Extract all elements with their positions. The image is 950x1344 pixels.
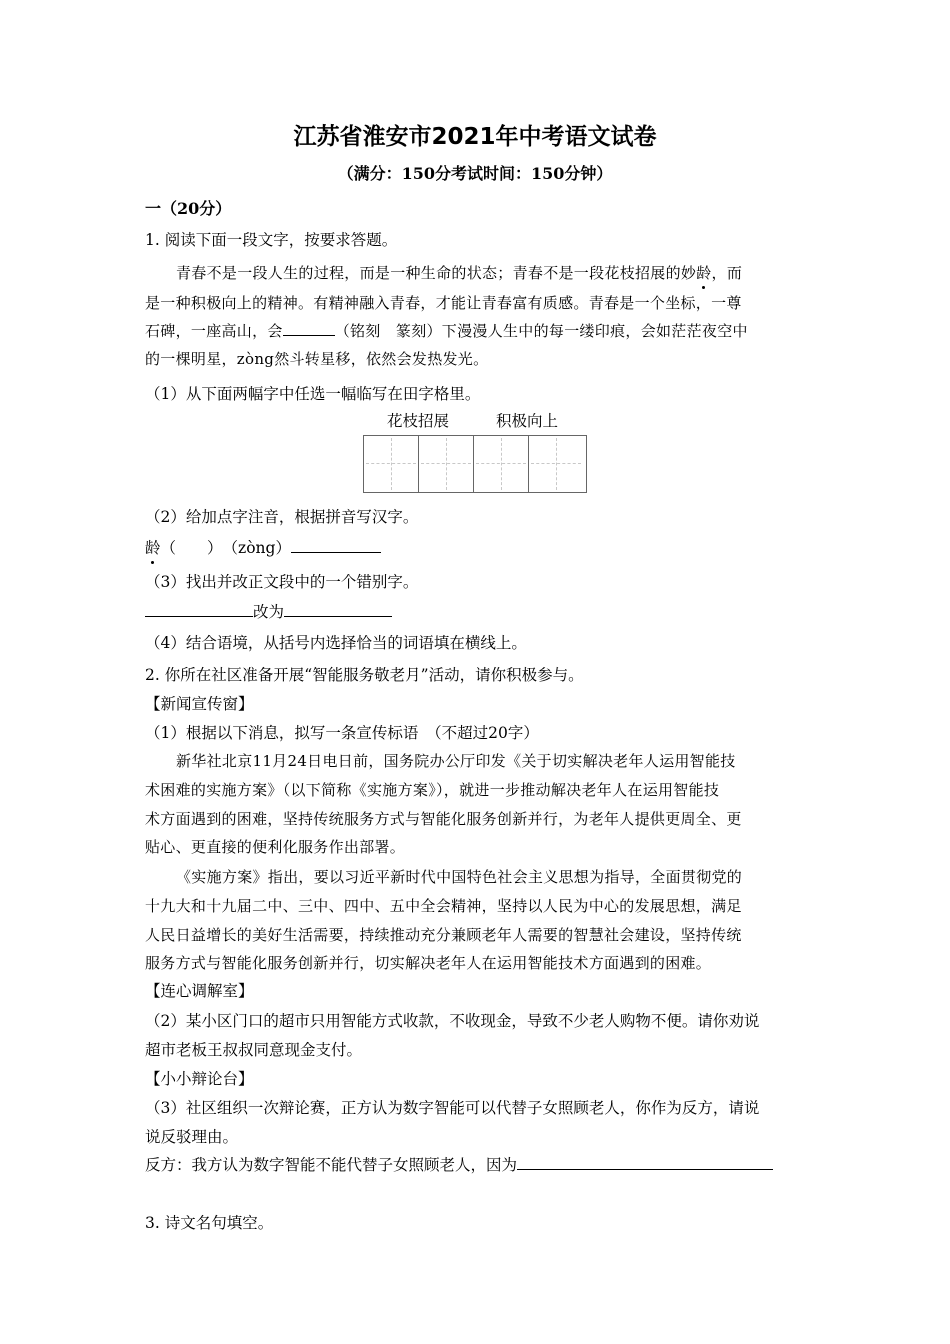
grid-cell[interactable] bbox=[364, 436, 419, 492]
phrase-option-1: 花枝招展 bbox=[387, 412, 450, 430]
q1-sub4: （4）结合语境，从括号内选择恰当的词语填在横线上。 bbox=[145, 634, 527, 652]
q1-passage-line-2: 是一种积极向上的精神。有精神融入青春，才能让青春富有质感。青春是一个坐标，一尊 bbox=[145, 294, 742, 312]
q1-passage-line-1 bbox=[176, 262, 841, 283]
dotted-char: 龄 bbox=[145, 536, 161, 558]
answer-prefix: 反方：我方认为数字智能不能代替子女照顾老人，因为 bbox=[145, 1156, 518, 1174]
passage-text: （铭刻 篆刻）下漫漫人生中的每一缕印痕，会如茫茫夜空中 bbox=[334, 322, 748, 340]
q1-sub3-answer bbox=[145, 600, 392, 622]
q2-sub2-line-2: 超市老板王叔叔同意现金支付。 bbox=[145, 1041, 363, 1059]
q1-stem: 1. 阅读下面一段文字，按要求答题。 bbox=[145, 231, 398, 249]
news-line-7: 人民日益增长的美好生活需要，持续推动充分兼顾老年人需要的智慧社会建设，坚持传统 bbox=[145, 926, 742, 944]
dotted-char: 龄 bbox=[696, 264, 712, 282]
q2-sub2-line-1: （2）某小区门口的超市只用智能方式收款，不收现金，导致不少老人购物不便。请你劝说 bbox=[145, 1012, 760, 1030]
news-line-8: 服务方式与智能化服务创新并行，切实解决老年人在运用智能技术方面遇到的困难。 bbox=[145, 954, 712, 972]
grid-cell[interactable] bbox=[529, 436, 584, 492]
reason-blank[interactable] bbox=[517, 1155, 773, 1170]
fill-blank[interactable] bbox=[283, 321, 335, 336]
q3-stem: 3. 诗文名句填空。 bbox=[145, 1214, 274, 1232]
q1-passage-line-4: 的一棵明星，zòng然斗转星移，依然会发热发光。 bbox=[145, 350, 489, 368]
q1-sub2: （2）给加点字注音，根据拼音写汉字。 bbox=[145, 508, 419, 526]
debate-heading: 【小小辩论台】 bbox=[145, 1070, 254, 1088]
passage-text: 石碑，一座高山，会 bbox=[145, 322, 283, 340]
heart-heading: 【连心调解室】 bbox=[145, 982, 254, 1000]
news-line-1: 新华社北京11月24日电日前，国务院办公厅印发《关于切实解决老年人运用智能技 bbox=[176, 752, 736, 770]
grid-cell[interactable] bbox=[419, 436, 474, 492]
q1-sub3: （3）找出并改正文段中的一个错别字。 bbox=[145, 573, 419, 591]
passage-text: 青春不是一段人生的过程，而是一种生命的状态；青春不是一段花枝招展的妙 bbox=[176, 264, 697, 282]
correct-char-blank[interactable] bbox=[284, 602, 392, 617]
wrong-char-blank[interactable] bbox=[145, 602, 253, 617]
news-heading: 【新闻宣传窗】 bbox=[145, 695, 254, 713]
answer-blank[interactable] bbox=[291, 538, 381, 553]
q1-sub2-answer bbox=[145, 536, 381, 558]
pinyin-label: （zòng） bbox=[230, 539, 291, 557]
passage-text: ，而 bbox=[711, 264, 743, 282]
tianzige-grid[interactable] bbox=[363, 435, 587, 493]
news-line-2: 术困难的实施方案》（以下简称《实施方案》），就进一步推动解决老年人在运用智能技 bbox=[145, 781, 720, 799]
news-line-5: 《实施方案》指出，要以习近平新时代中国特色社会主义思想为指导，全面贯彻党的 bbox=[176, 868, 743, 886]
section-heading: 一（20分） bbox=[145, 199, 232, 218]
q1-passage-line-3 bbox=[145, 320, 810, 341]
news-line-4: 贴心、更直接的便利化服务作出部署。 bbox=[145, 838, 406, 856]
news-line-3: 术方面遇到的困难，坚持传统服务方式与智能化服务创新并行，为老年人提供更周全、更 bbox=[145, 810, 742, 828]
q2-stem: 2. 你所在社区准备开展“智能服务敬老月”活动，请你积极参与。 bbox=[145, 666, 584, 684]
q1-sub1: （1）从下面两幅字中任选一幅临写在田字格里。 bbox=[145, 385, 481, 403]
exam-subtitle: （满分：150分考试时间：150分钟） bbox=[337, 164, 613, 183]
phrase-option-2: 积极向上 bbox=[496, 412, 559, 430]
change-label: 改为 bbox=[253, 603, 285, 621]
news-line-6: 十九大和十九届二中、三中、四中、五中全会精神，坚持以人民为中心的发展思想，满足 bbox=[145, 897, 742, 915]
grid-cell[interactable] bbox=[474, 436, 529, 492]
pinyin-paren: （ ） bbox=[160, 539, 215, 557]
q2-sub3-line-2: 说反驳理由。 bbox=[145, 1128, 239, 1146]
exam-title: 江苏省淮安市2021年中考语文试卷 bbox=[293, 124, 657, 150]
q2-sub1: （1）根据以下消息，拟写一条宣传标语 （不超过20字） bbox=[145, 724, 539, 742]
debate-answer bbox=[145, 1153, 773, 1175]
q2-sub3-line-1: （3）社区组织一次辩论赛，正方认为数字智能可以代替子女照顾老人，你作为反方，请说 bbox=[145, 1099, 760, 1117]
